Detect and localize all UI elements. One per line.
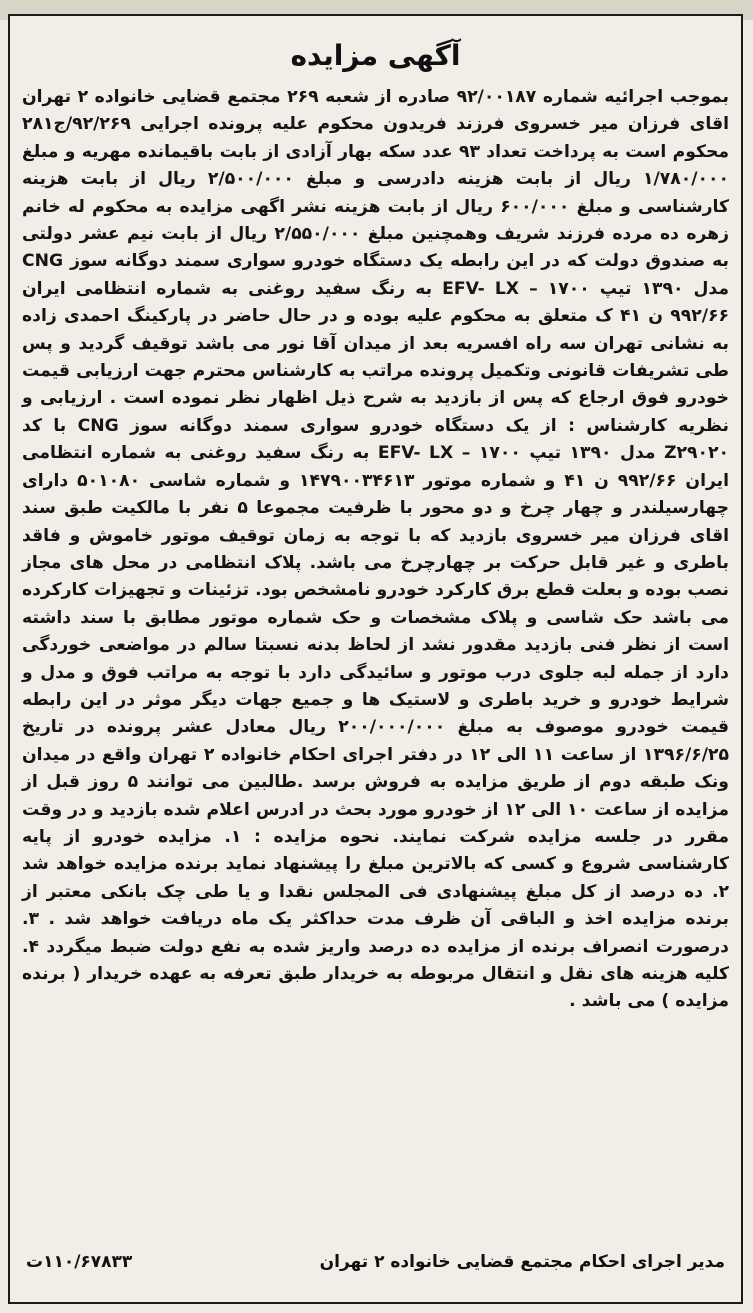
notice-title: آگهی مزایده <box>290 39 461 72</box>
notice-code: ۱۱۰/۶۷۸۳۳ت <box>26 1252 133 1272</box>
notice-body-text: بموجب اجرائیه شماره ۹۲/۰۰۱۸۷ صادره از شعبه ۲۶۹ مجتمع قضایی خانواده ۲ تهران اقای فرزان میر خسروی فرزند فریدون محکوم علیه پرونده اجرایی ۹۲/۲۶۹/ج۲۸۱ محکوم است به پرداخت تعداد ۹۳ عدد سکه بهار آزادی از بابت باقیمانده مهریه و مبلغ ۱/۷۸۰/۰۰۰ ریال از بابت هزینه دادرسی و مبلغ ۲/۵۰۰/۰۰۰ ریال از بابت هزینه کارشناسی و مبلغ ۶۰۰/۰۰۰ ریال از بابت هزینه نشر اگهی مزایده به محکوم له خانم زهره ده مرده فرزند شریف وهمچنین مبلغ ۲/۵۵۰/۰۰۰ ریال از بابت نیم عشر دولتی به صندوق دولت که در این رابطه یک دستگاه خودرو سواری سمند دوگانه سوز CNG مدل ۱۳۹۰ تیپ EFV- LX – ۱۷۰۰ به رنگ سفید روغنی به شماره انتظامی ایران ۹۹۲/۶۶ ن ۴۱ ک متعلق به محکوم علیه بوده و در حال حاضر در پارکینگ احمدی زاده به نشانی تهران سه راه افسریه بعد از میدان آقا نور می باشد توقیف گردید و پس طی تشریفات قانونی وتکمیل پرونده مراتب به کارشناس محترم جهت ارزیابی قیمت خودرو فوق ارجاع که پس از بازدید به شرح ذیل اظهار نظر نموده است . ارزیابی و نظریه کارشناس : از یک دستگاه خودرو سواری سمند دوگانه سوز CNG با کد Z۲۹۰۲۰ مدل ۱۳۹۰ تیپ EFV- LX – ۱۷۰۰ به رنگ سفید روغنی به شماره انتظامی ایران ۹۹۲/۶۶ ن ۴۱ و شماره موتور ۱۴۷۹۰۰۳۴۶۱۳ و شماره شاسی ۵۰۱۰۸۰ دارای چهارسیلندر و چهار چرخ و دو محور با ظرفیت مجموعا ۵ نفر با مالکیت طبق سند اقای فرزان میر خسروی بازدید که با توجه به زمان توقیف موتور خاموش و فاقد باطری و غیر قابل حرکت بر چهارچرخ می باشد. پلاک انتظامی در محل های مجاز نصب بوده و بعلت قطع برق کارکرد خودرو نامشخص بود. تزئینات و تجهیزات کارکرده می باشد حک شاسی و پلاک مشخصات و حک شماره موتور مطابق با سند داشته است از نظر فنی بازدید مقدور نشد از لحاظ بدنه نسبتا سالم در مواضعی خوردگی دارد از جمله لبه جلوی درب موتور و سائیدگی دارد با توجه به مراتب فوق و مدل و شرایط خودرو و خرید باطری و لاستیک ها و جمیع جهات دیگر موثر در این رابطه قیمت خودرو موصوف به مبلغ ۲۰۰/۰۰۰/۰۰۰ ریال معادل عشر پرونده در تاریخ ۱۳۹۶/۶/۲۵ از ساعت ۱۱ الی ۱۲ در دفتر اجرای احکام خانواده ۲ تهران واقع در میدان ونک طبقه دوم از طریق مزایده به فروش برسد .طالبین می توانند ۵ روز قبل از مزایده از ساعت ۱۰ الی ۱۲ از خودرو مورد بحث در ادرس اعلام شده بازدید و در وقت مقرر در جلسه مزایده شرکت نمایند. نحوه مزایده : ۱. مزایده خودرو از پایه کارشناسی شروع و کسی که بالاترین مبلغ را پیشنهاد نماید برنده مزایده خواهد شد ۲. ده درصد از کل مبلغ پیشنهادی فی المجلس نقدا و یا طی چک بانکی معتبر از برنده مزایده اخذ و الباقی آن ظرف مدت حداکثر یک ماه دریافت خواهد شد . ۳. درصورت انصراف برنده از مزایده ده درصد واریز شده به نفع دولت ضبط میگردد ۴. کلیه هزینه های نقل و انتقال مربوطه به خریدار طبق تعرفه به عهده خریدار ( برنده مزایده ) می باشد . <box>22 87 730 1012</box>
signature-line: مدیر اجرای احکام مجتمع قضایی خانواده ۲ تهران <box>319 1252 725 1272</box>
notice-frame <box>8 14 743 1304</box>
